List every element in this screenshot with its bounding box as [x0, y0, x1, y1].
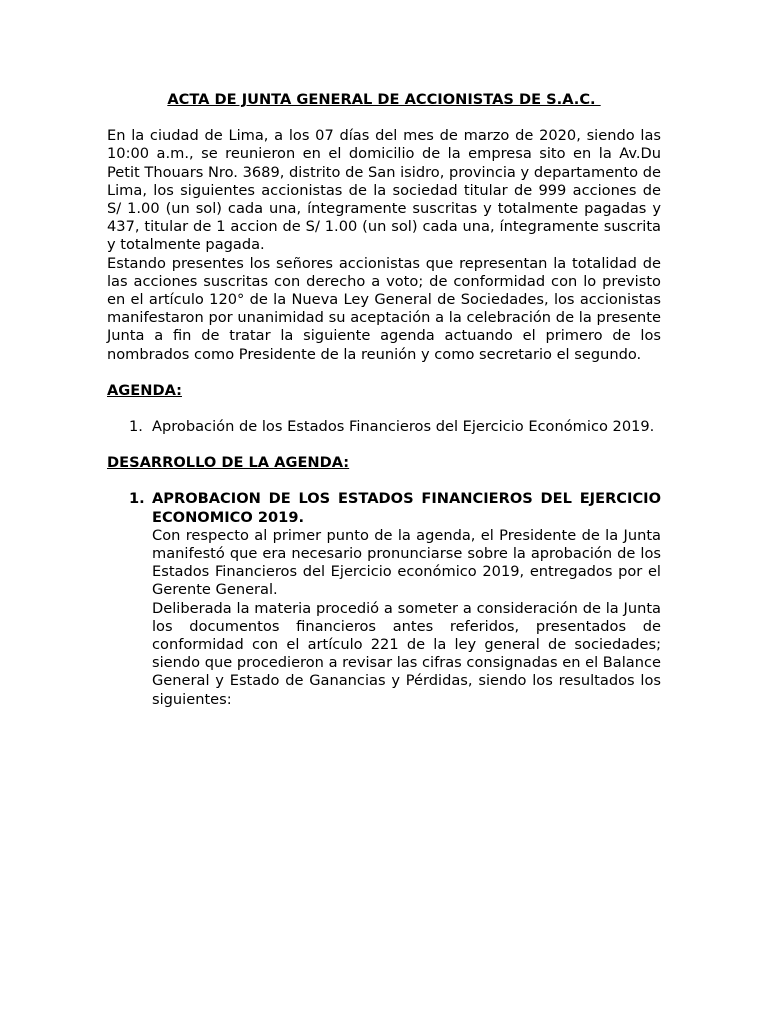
agenda-item-text: Aprobación de los Estados Financieros del Ejercicio Económico 2019.	[152, 418, 655, 436]
intro-paragraph: En la ciudad de Lima, a los 07 días del mes de marzo de 2020, siendo las 10:00 a.m., se reunieron en el domicilio de la empresa sito en la Av.Du Petit Thouars Nro. 3689, distrito de San isidro, provincia y departamento de Lima, los siguientes accionistas de la sociedad titular de 999 acciones de S/ 1.00 (un sol) cada una, íntegramente suscritas y totalmente pagadas y 437, titular de 1 accion de S/ 1.00 (un sol) cada una, íntegramente suscrita y totalmente pagada.	[107, 127, 661, 254]
agenda-item	[107, 418, 661, 436]
desarrollo-heading: DESARROLLO DE LA AGENDA:	[107, 454, 350, 472]
desarrollo-item-paragraph: Con respecto al primer punto de la agenda, el Presidente de la Junta manifestó que era necesario pronunciarse sobre la aprobación de los Estados Financieros del Ejercicio económico 2019, entregados por el Gerente General.	[152, 526, 661, 599]
agenda-heading: AGENDA:	[107, 381, 182, 399]
agenda-item-number: 1.	[129, 418, 143, 436]
desarrollo-item	[107, 490, 661, 708]
desarrollo-item-title: APROBACION DE LOS ESTADOS FINANCIEROS DEL EJERCICIO ECONOMICO 2019.	[152, 490, 661, 526]
agenda-list	[107, 418, 661, 436]
document-title: ACTA DE JUNTA GENERAL DE ACCIONISTAS DE S.A.C.	[167, 91, 601, 108]
intro-paragraph: Estando presentes los señores accionistas que representan la totalidad de las acciones suscritas con derecho a voto; de conformidad con lo previsto en el artículo 120° de la Nueva Ley General de Sociedades, los accionistas manifestaron por unanimidad su aceptación a la celebración de la presente Junta a fin de tratar la siguiente agenda actuando el primero de los nombrados como Presidente de la reunión y como secretario el segundo.	[107, 254, 661, 363]
desarrollo-item-paragraph: Deliberada la materia procedió a someter a consideración de la Junta los documentos financieros antes referidos, presentados de conformidad con el artículo 221 de la ley general de sociedades; siendo que procedieron a revisar las cifras consignadas en el Balance General y Estado de Ganancias y Pérdidas, siendo los resultados los siguientes:	[152, 599, 661, 708]
document-page	[107, 91, 661, 709]
desarrollo-item-number: 1.	[129, 490, 145, 508]
desarrollo-list	[107, 490, 661, 708]
